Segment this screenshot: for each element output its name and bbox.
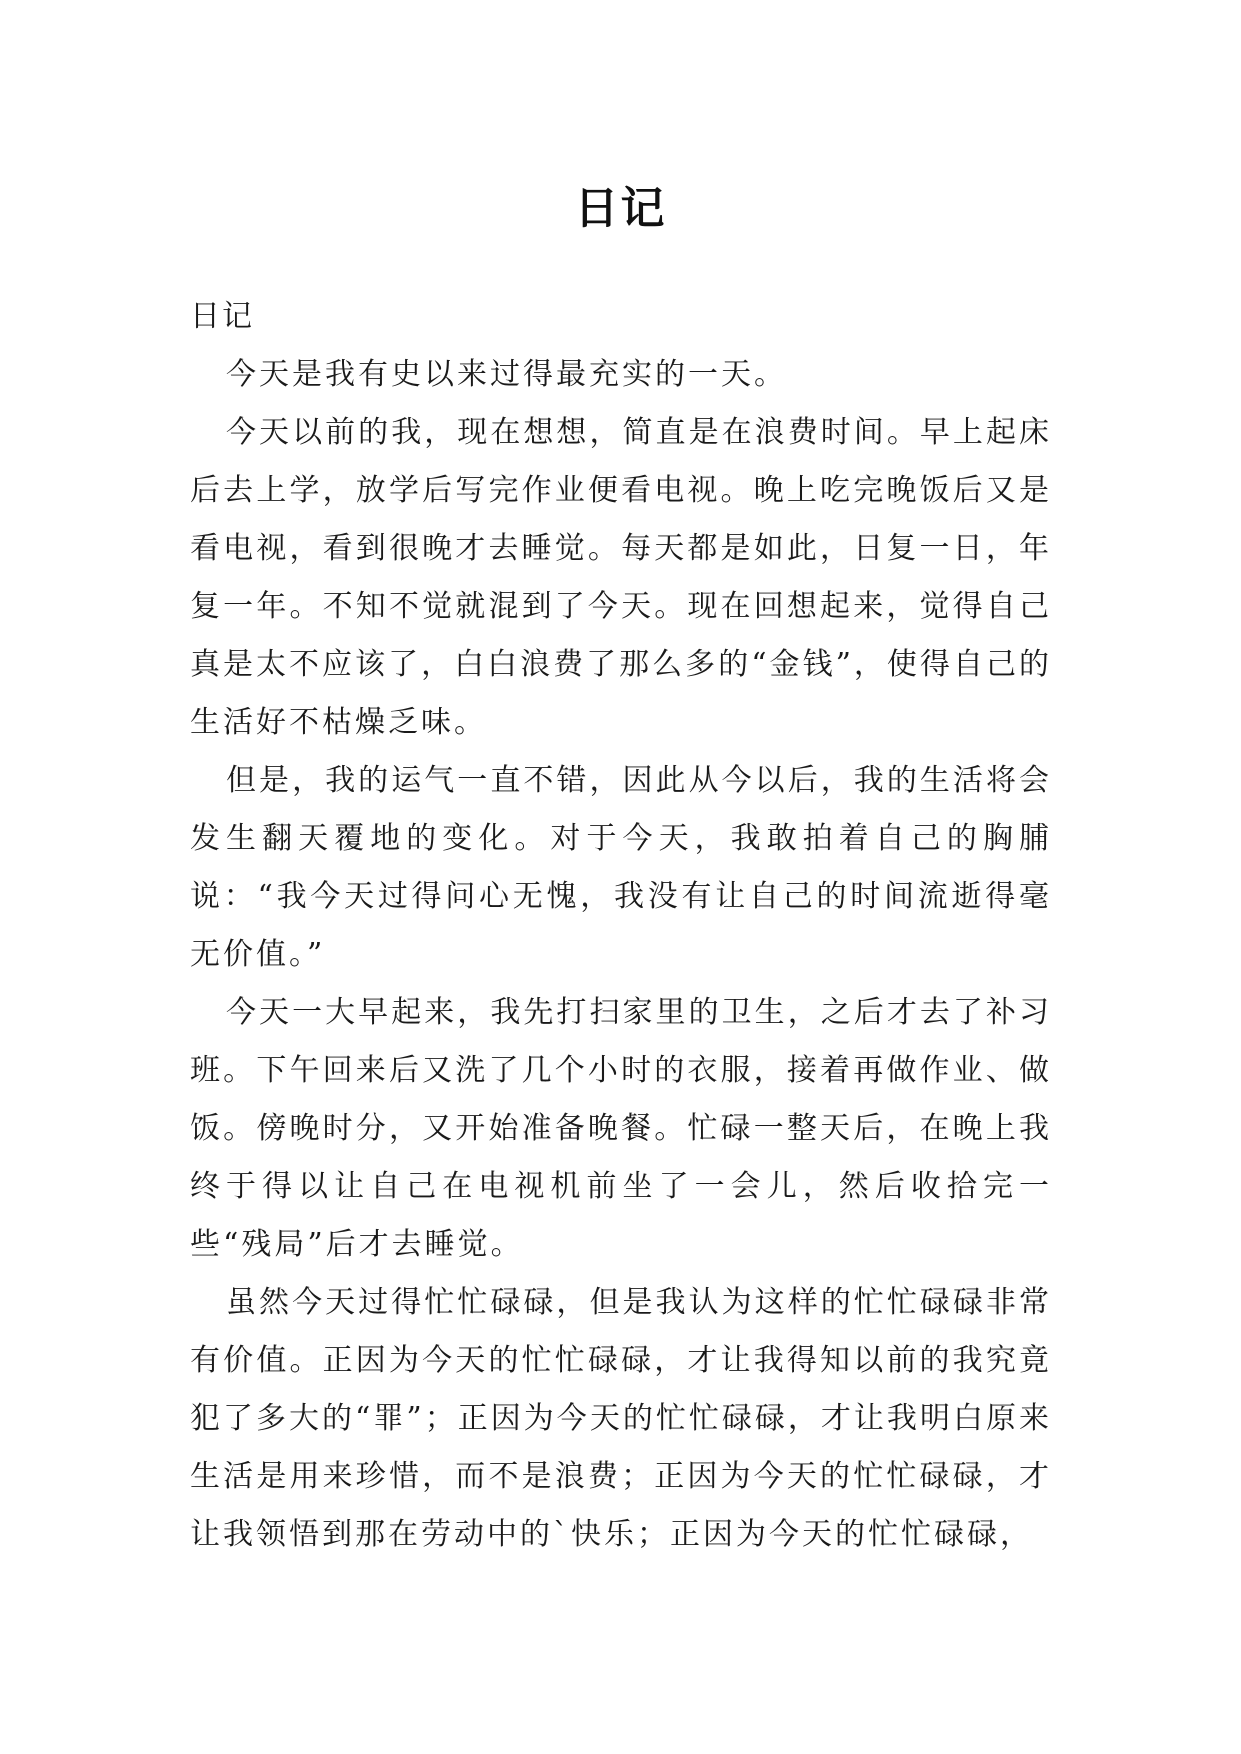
document-title: 日记 bbox=[574, 183, 667, 235]
paragraph-4: 今天一大早起来，我先打扫家里的卫生，之后才去了补习班。下午回来后又洗了几个小时的衣服，接着再做作业、做饭。傍晚时分，又开始准备晚餐。忙碌一整天后，在晚上我终于得以让自己在电视机前坐了一会儿，然后收拾完一些“残局”后才去睡觉。 bbox=[190, 995, 1052, 1262]
paragraph-5: 虽然今天过得忙忙碌碌，但是我认为这样的忙忙碌碌非常有价值。正因为今天的忙忙碌碌，才让我得知以前的我究竟犯了多大的“罪”；正因为今天的忙忙碌碌，才让我明白原来生活是用来珍惜，而不是浪费；正因为今天的忙忙碌碌，才让我领悟到那在劳动中的`快乐；正因为今天的忙忙碌碌， bbox=[190, 1285, 1052, 1552]
paragraph-3: 但是，我的运气一直不错，因此从今以后，我的生活将会发生翻天覆地的变化。对于今天，我敢拍着自己的胸脯说：“我今天过得问心无愧，我没有让自己的时间流逝得毫无价值。” bbox=[190, 763, 1052, 972]
document-subheading: 日记 bbox=[190, 299, 254, 334]
paragraph-2: 今天以前的我，现在想想，简直是在浪费时间。早上起床后去上学，放学后写完作业便看电视。晚上吃完晚饭后又是看电视，看到很晚才去睡觉。每天都是如此，日复一日，年复一年。不知不觉就混到了今天。现在回想起来，觉得自己真是太不应该了，白白浪费了那么多的“金钱”，使得自己的生活好不枯燥乏味。 bbox=[190, 415, 1052, 740]
paragraph-1: 今天是我有史以来过得最充实的一天。 bbox=[226, 357, 787, 392]
document-body bbox=[190, 288, 1052, 1564]
